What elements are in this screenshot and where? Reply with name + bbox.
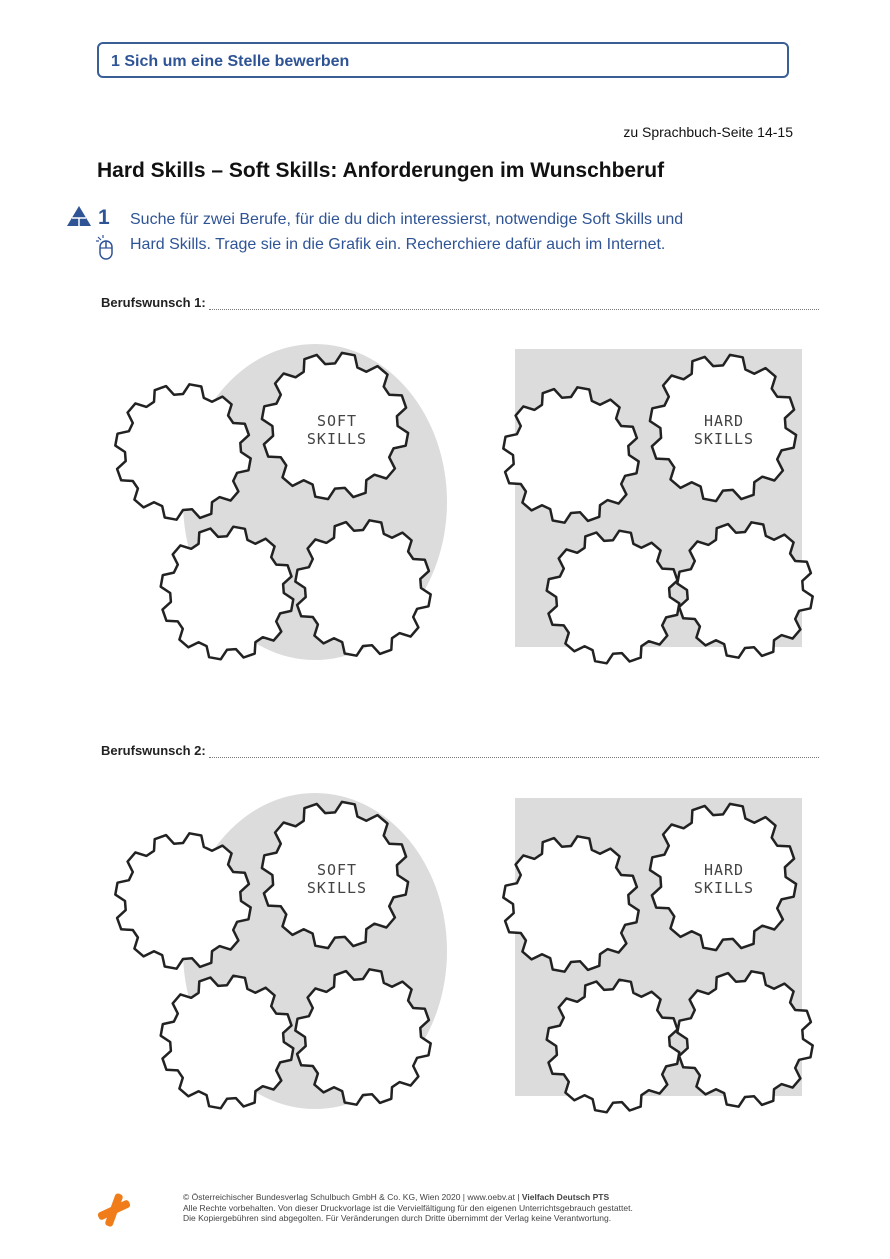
career-wish-2-write-line[interactable] bbox=[209, 744, 819, 758]
soft-skills-label-line2: SKILLS bbox=[306, 879, 368, 897]
gear-shape[interactable] bbox=[677, 971, 812, 1106]
soft-skills-label-line1: SOFT bbox=[316, 861, 358, 879]
gear-shape[interactable] bbox=[295, 969, 430, 1104]
hard-skills-label-line1: HARD bbox=[703, 412, 745, 430]
career-wish-2-line[interactable] bbox=[101, 740, 819, 758]
copyright-notice bbox=[183, 1192, 633, 1224]
publisher-logo-icon bbox=[96, 1192, 132, 1228]
gear-shape[interactable] bbox=[115, 384, 250, 519]
hard-skills-label-line1: HARD bbox=[703, 861, 745, 879]
mouse-icon bbox=[96, 235, 116, 261]
gear-shape[interactable] bbox=[161, 976, 294, 1109]
gear-shape[interactable] bbox=[547, 531, 680, 664]
career-wish-1-label: Berufswunsch 1: bbox=[101, 295, 206, 310]
copyright-line1-text: © Österreichischer Bundesverlag Schulbuch GmbH & Co. KG, Wien 2020 | www.oebv.at | bbox=[183, 1192, 522, 1202]
task-instruction bbox=[130, 207, 810, 257]
hard-skills-label-line2: SKILLS bbox=[693, 879, 755, 897]
copyright-line3: Die Kopiergebühren sind abgegolten. Für Veränderungen durch Dritte übernimmt der Verlag keine Verantwortung. bbox=[183, 1213, 612, 1223]
task-number: 1 bbox=[98, 206, 110, 229]
pyramid-icon bbox=[66, 205, 92, 227]
page-title: Hard Skills – Soft Skills: Anforderungen im Wunschberuf bbox=[97, 159, 665, 182]
gear-shape[interactable] bbox=[295, 520, 430, 655]
soft-skills-label-line2: SKILLS bbox=[306, 430, 368, 448]
gear-shape[interactable] bbox=[677, 522, 812, 657]
hard-skills-label-line2: SKILLS bbox=[693, 430, 755, 448]
chapter-title: 1 Sich um eine Stelle bewerben bbox=[111, 53, 350, 70]
hard-skills-graphic-1 bbox=[493, 335, 828, 675]
copyright-line2: Alle Rechte vorbehalten. Von dieser Druckvorlage ist die Vervielfältigung für den eigenen Unterrichtsgebrauch gestattet. bbox=[183, 1202, 633, 1213]
career-wish-1-line[interactable] bbox=[101, 292, 819, 310]
soft-skills-graphic-2 bbox=[105, 779, 455, 1119]
gear-shape[interactable] bbox=[115, 833, 250, 968]
product-name: Vielfach Deutsch PTS bbox=[521, 1192, 610, 1202]
career-wish-1-write-line[interactable] bbox=[209, 296, 819, 310]
hard-skills-graphic-2 bbox=[493, 784, 828, 1124]
career-wish-2-label: Berufswunsch 2: bbox=[101, 743, 206, 758]
task-line-1: Suche für zwei Berufe, für die du dich interessierst, notwendige Soft Skills und bbox=[130, 211, 684, 228]
page-reference: zu Sprachbuch-Seite 14-15 bbox=[623, 124, 793, 140]
gear-shape[interactable] bbox=[547, 980, 680, 1113]
gear-shape[interactable] bbox=[503, 387, 638, 522]
task-line-2: Hard Skills. Trage sie in die Grafik ein. Recherchiere dafür auch im Internet. bbox=[130, 236, 666, 253]
soft-skills-graphic-1 bbox=[105, 330, 455, 670]
chapter-header bbox=[97, 42, 789, 78]
gear-shape[interactable] bbox=[503, 836, 638, 971]
gear-shape[interactable] bbox=[161, 527, 294, 660]
soft-skills-label-line1: SOFT bbox=[316, 412, 358, 430]
